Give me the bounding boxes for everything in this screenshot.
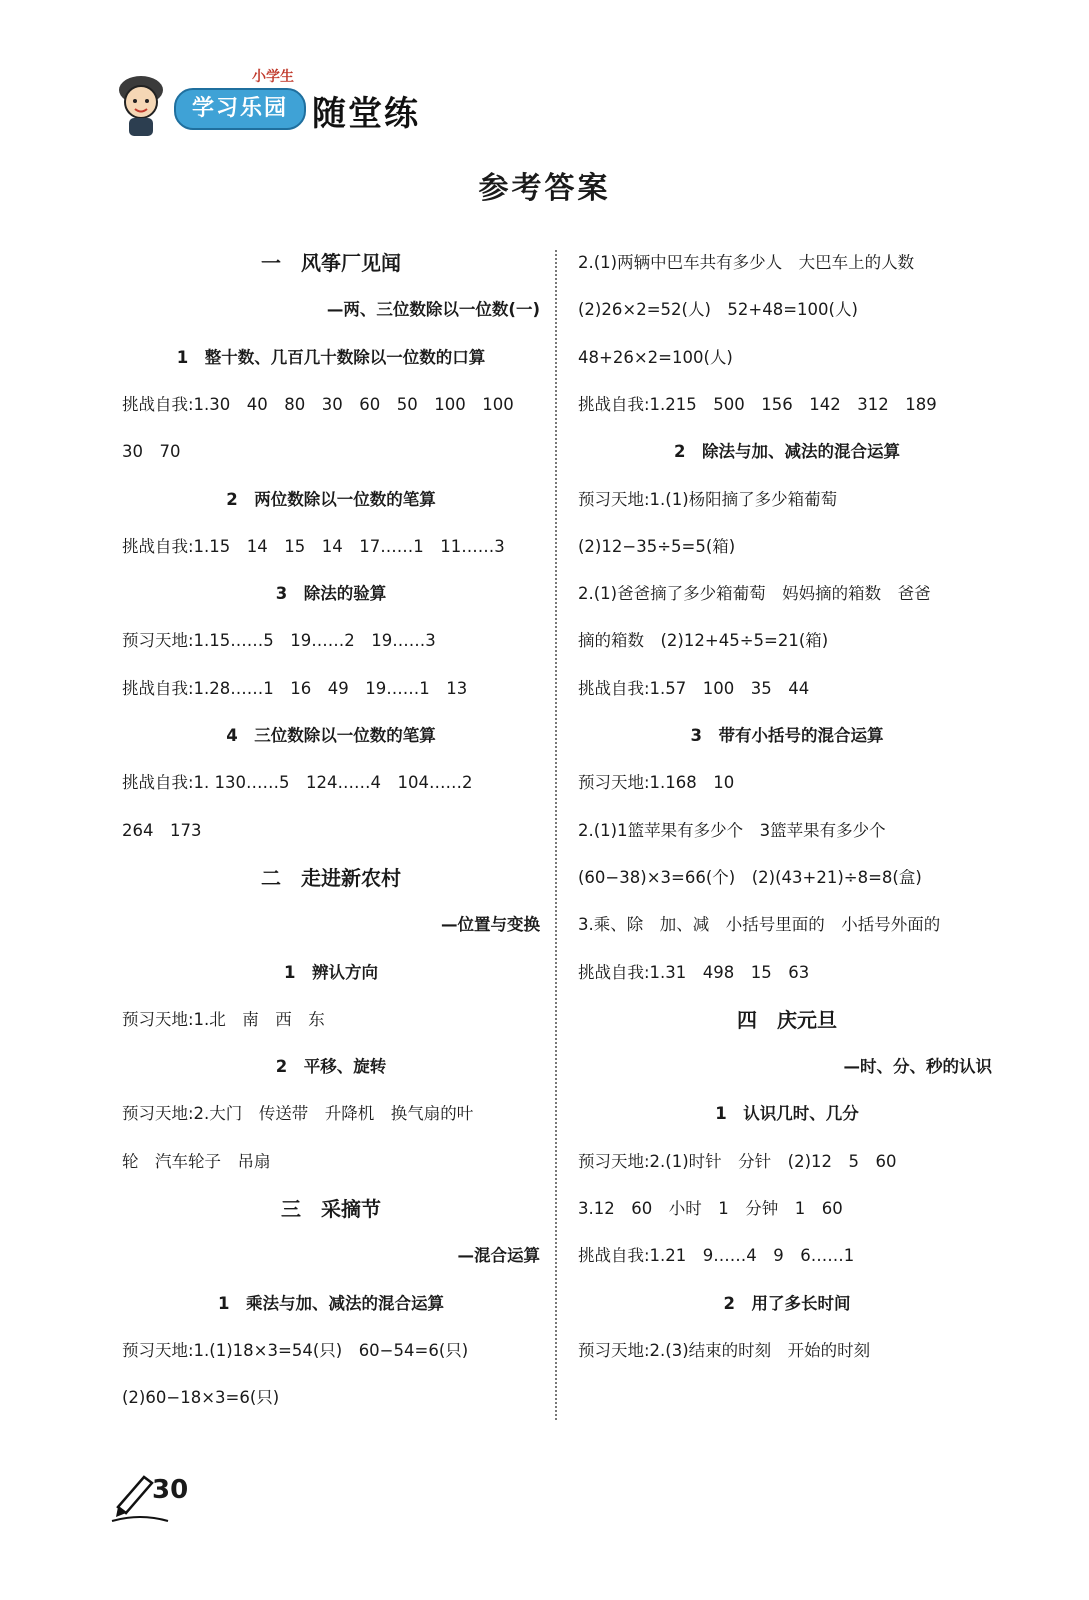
page-number: 30 [152, 1475, 189, 1505]
answer-line: (2)26×2=52(人) 52+48=100(人) [578, 300, 858, 319]
lesson-heading: 2 用了多长时间 [723, 1294, 851, 1313]
answer-line: 预习天地:1.(1)杨阳摘了多少箱葡萄 [578, 490, 838, 509]
lesson-heading: 3 除法的验算 [275, 584, 387, 603]
lesson-heading: 1 认识几时、几分 [715, 1104, 859, 1123]
answer-line: 挑战自我:1.30 40 80 30 60 50 100 100 [122, 395, 514, 414]
lesson-heading: 1 乘法与加、减法的混合运算 [218, 1294, 444, 1313]
section-heading: 三 采摘节 [281, 1197, 381, 1221]
answer-line: 预习天地:2.(1)时针 分针 (2)12 5 60 [578, 1152, 897, 1171]
answer-line: 3.乘、除 加、减 小括号里面的 小括号外面的 [578, 915, 941, 934]
lesson-heading: 3 带有小括号的混合运算 [690, 726, 884, 745]
answer-line: 预习天地:1.15……5 19……2 19……3 [122, 631, 436, 650]
header [112, 60, 442, 140]
brand-logo: 学习乐园 [174, 88, 306, 130]
subsection-heading: —混合运算 [457, 1246, 540, 1265]
lesson-heading: 1 辨认方向 [284, 963, 378, 982]
lesson-heading: 2 两位数除以一位数的笔算 [226, 490, 436, 509]
answer-line: 挑战自我:1.15 14 15 14 17……1 11……3 [122, 537, 505, 556]
lesson-heading: 4 三位数除以一位数的笔算 [226, 726, 436, 745]
answer-line: 摘的箱数 (2)12+45÷5=21(箱) [578, 631, 829, 650]
answer-line: 3.12 60 小时 1 分钟 1 60 [578, 1199, 843, 1218]
subsection-heading: —位置与变换 [441, 915, 540, 934]
section-heading: 一 风筝厂见闻 [261, 251, 401, 275]
section-heading: 二 走进新农村 [261, 866, 401, 890]
page-title: 参考答案 [478, 171, 611, 206]
answer-line: 预习天地:1.(1)18×3=54(只) 60−54=6(只) [122, 1341, 469, 1360]
answer-line: 挑战自我:1.57 100 35 44 [578, 679, 810, 698]
answer-line: 264 173 [122, 821, 202, 840]
section-heading: 四 庆元旦 [737, 1008, 837, 1032]
answer-line: (2)60−18×3=6(只) [122, 1388, 280, 1407]
lesson-heading: 1 整十数、几百几十数除以一位数的口算 [176, 348, 486, 367]
answer-line: (2)12−35÷5=5(箱) [578, 537, 736, 556]
answer-line: 挑战自我:1.21 9……4 9 6……1 [578, 1246, 855, 1265]
answer-line: 挑战自我:1.215 500 156 142 312 189 [578, 395, 937, 414]
subsection-heading: —两、三位数除以一位数(一) [326, 300, 540, 319]
answer-line: 挑战自我:1. 130……5 124……4 104……2 [122, 773, 473, 792]
column-divider [555, 250, 557, 1420]
answer-line: 轮 汽车轮子 吊扇 [122, 1152, 271, 1171]
mascot-logo [112, 68, 170, 138]
answer-line: 挑战自我:1.28……1 16 49 19……1 13 [122, 679, 468, 698]
answer-line: 2.(1)两辆中巴车共有多少人 大巴车上的人数 [578, 253, 915, 272]
answer-line: 48+26×2=100(人) [578, 348, 733, 367]
subsection-heading: —时、分、秒的认识 [843, 1057, 992, 1076]
answer-line: 2.(1)爸爸摘了多少箱葡萄 妈妈摘的箱数 爸爸 [578, 584, 931, 603]
answer-line: 预习天地:1.168 10 [578, 773, 735, 792]
brand-subtitle: 小学生 [252, 69, 294, 85]
answer-line: 预习天地:2.大门 传送带 升降机 换气扇的叶 [122, 1104, 474, 1123]
answer-line: (60−38)×3=66(个) (2)(43+21)÷8=8(盒) [578, 868, 922, 887]
answer-line: 预习天地:2.(3)结束的时刻 开始的时刻 [578, 1341, 871, 1360]
answer-line: 挑战自我:1.31 498 15 63 [578, 963, 810, 982]
answer-line: 预习天地:1.北 南 西 东 [122, 1010, 325, 1029]
answer-line: 30 70 [122, 442, 181, 461]
answer-line: 2.(1)1篮苹果有多少个 3篮苹果有多少个 [578, 821, 886, 840]
brand-title: 随堂练 [312, 94, 420, 134]
lesson-heading: 2 除法与加、减法的混合运算 [674, 442, 900, 461]
lesson-heading: 2 平移、旋转 [275, 1057, 387, 1076]
footer [110, 1465, 230, 1525]
